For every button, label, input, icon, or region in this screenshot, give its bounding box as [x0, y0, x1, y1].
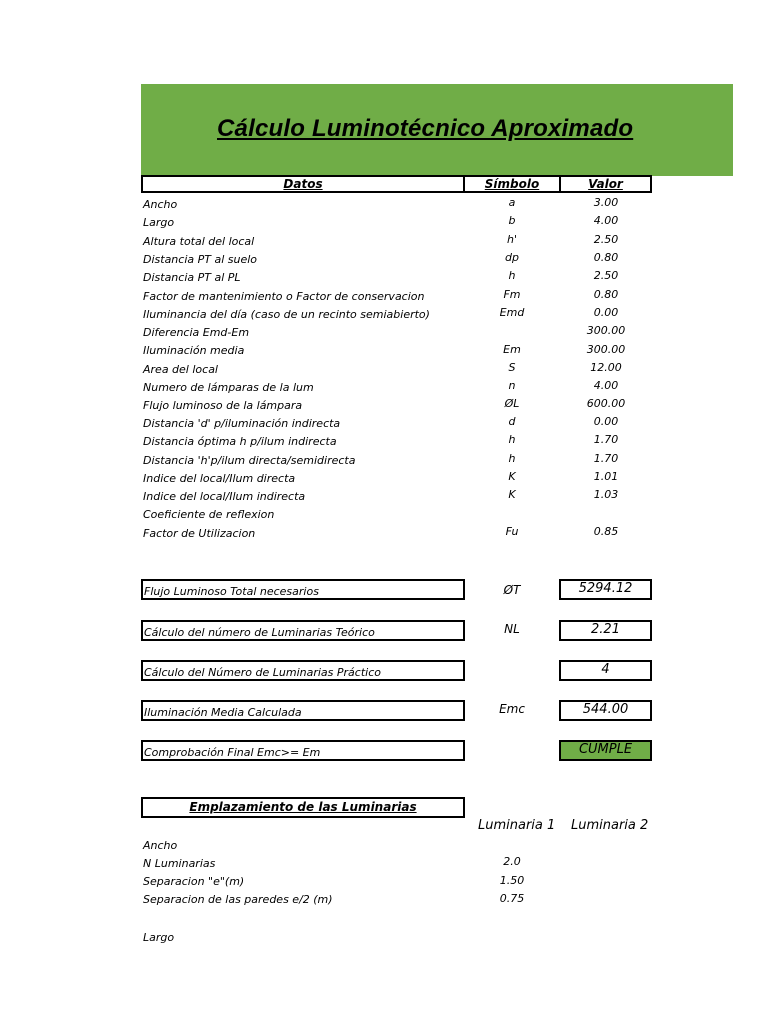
row-label: Largo — [143, 216, 175, 229]
row-symbol: Em — [503, 343, 521, 356]
result-value-emc: 544.00 — [559, 700, 652, 721]
row-value: 0.80 — [593, 251, 619, 264]
row-symbol: Fm — [503, 288, 521, 301]
column-header-luminaria-1: Luminaria 1 — [478, 818, 556, 833]
header-simbolo: Símbolo — [463, 175, 561, 193]
row-value: 0.00 — [593, 415, 619, 428]
row-value: 2.50 — [593, 269, 619, 282]
row-label: Flujo luminoso de la lámpara — [143, 399, 303, 412]
row-value: 0.85 — [593, 525, 619, 538]
emp-row-value: 1.50 — [499, 874, 525, 887]
row-label: Factor de Utilizacion — [143, 527, 256, 540]
emp-row-label: N Luminarias — [143, 857, 216, 870]
row-symbol: ØL — [504, 397, 520, 410]
row-symbol: Fu — [505, 525, 519, 538]
result-value-flujo-total: 5294.12 — [559, 579, 652, 600]
row-symbol: h — [508, 269, 516, 282]
row-label: Iluminación media — [143, 344, 245, 357]
row-symbol: h — [508, 452, 516, 465]
row-value: 12.00 — [590, 361, 622, 374]
row-symbol: a — [508, 196, 516, 209]
row-label: Indice del local/Ilum indirecta — [143, 490, 306, 503]
emp-row-label: Separacion de las paredes e/2 (m) — [143, 893, 333, 906]
row-symbol: K — [508, 488, 516, 501]
emplazamiento-header: Emplazamiento de las Luminarias — [141, 797, 465, 818]
emp-row-value: 0.75 — [499, 892, 525, 905]
row-symbol: n — [508, 379, 516, 392]
row-label: Distancia 'h'p/ilum directa/semidirecta — [143, 454, 356, 467]
header-valor: Valor — [559, 175, 652, 193]
row-symbol: K — [508, 470, 516, 483]
row-label: Ancho — [143, 198, 178, 211]
result-label-emc: Iluminación Media Calculada — [141, 700, 465, 721]
row-value: 300.00 — [586, 343, 626, 356]
result-label-flujo-total: Flujo Luminoso Total necesarios — [141, 579, 465, 600]
result-symbol: NL — [504, 622, 520, 636]
row-symbol: h' — [507, 233, 517, 246]
row-value: 0.80 — [593, 288, 619, 301]
emp-row-label: Separacion "e"(m) — [143, 875, 245, 888]
row-value: 3.00 — [593, 196, 619, 209]
row-symbol: b — [508, 214, 516, 227]
row-label: Distancia 'd' p/iluminación indirecta — [143, 417, 341, 430]
result-label-nl-practico: Cálculo del Número de Luminarias Práctico — [141, 660, 465, 681]
row-value: 300.00 — [586, 324, 626, 337]
result-symbol: Emc — [499, 702, 525, 716]
row-label: Numero de lámparas de la lum — [143, 381, 314, 394]
status-badge: CUMPLE — [559, 740, 652, 761]
row-label: Distancia óptima h p/ilum indirecta — [143, 435, 337, 448]
ancho-label: Ancho — [143, 839, 178, 852]
title-banner — [141, 84, 733, 176]
row-value: 1.03 — [593, 488, 619, 501]
header-datos: Datos — [141, 175, 465, 193]
result-label-comprobacion: Comprobación Final Emc>= Em — [141, 740, 465, 761]
row-symbol: S — [508, 361, 516, 374]
row-label: Diferencia Emd-Em — [143, 326, 250, 339]
row-label: Distancia PT al suelo — [143, 253, 258, 266]
row-symbol: dp — [505, 251, 519, 264]
column-header-luminaria-2: Luminaria 2 — [571, 818, 649, 833]
row-value: 600.00 — [586, 397, 626, 410]
result-label-nl-teorico: Cálculo del número de Luminarias Teórico — [141, 620, 465, 641]
row-value: 1.70 — [593, 433, 619, 446]
row-symbol: d — [508, 415, 516, 428]
result-value-nl-teorico: 2.21 — [559, 620, 652, 641]
row-label: Area del local — [143, 363, 218, 376]
row-symbol: Emd — [499, 306, 525, 319]
row-label: Coeficiente de reflexion — [143, 508, 275, 521]
row-value: 0.00 — [593, 306, 619, 319]
row-value: 2.50 — [593, 233, 619, 246]
row-label: Iluminancia del día (caso de un recinto semiabierto) — [143, 308, 430, 321]
emp-row-value: 2.0 — [503, 855, 521, 868]
row-label: Factor de mantenimiento o Factor de conservacion — [143, 290, 425, 303]
row-value: 1.01 — [593, 470, 619, 483]
row-value: 1.70 — [593, 452, 619, 465]
row-label: Distancia PT al PL — [143, 271, 241, 284]
largo-label: Largo — [143, 931, 175, 944]
page-title: Cálculo Luminotécnico Aproximado — [217, 115, 634, 142]
result-symbol: ØT — [503, 583, 521, 597]
result-value-nl-practico: 4 — [559, 660, 652, 681]
row-label: Indice del local/Ilum directa — [143, 472, 296, 485]
row-label: Altura total del local — [143, 235, 255, 248]
row-symbol: h — [508, 433, 516, 446]
row-value: 4.00 — [593, 214, 619, 227]
row-value: 4.00 — [593, 379, 619, 392]
